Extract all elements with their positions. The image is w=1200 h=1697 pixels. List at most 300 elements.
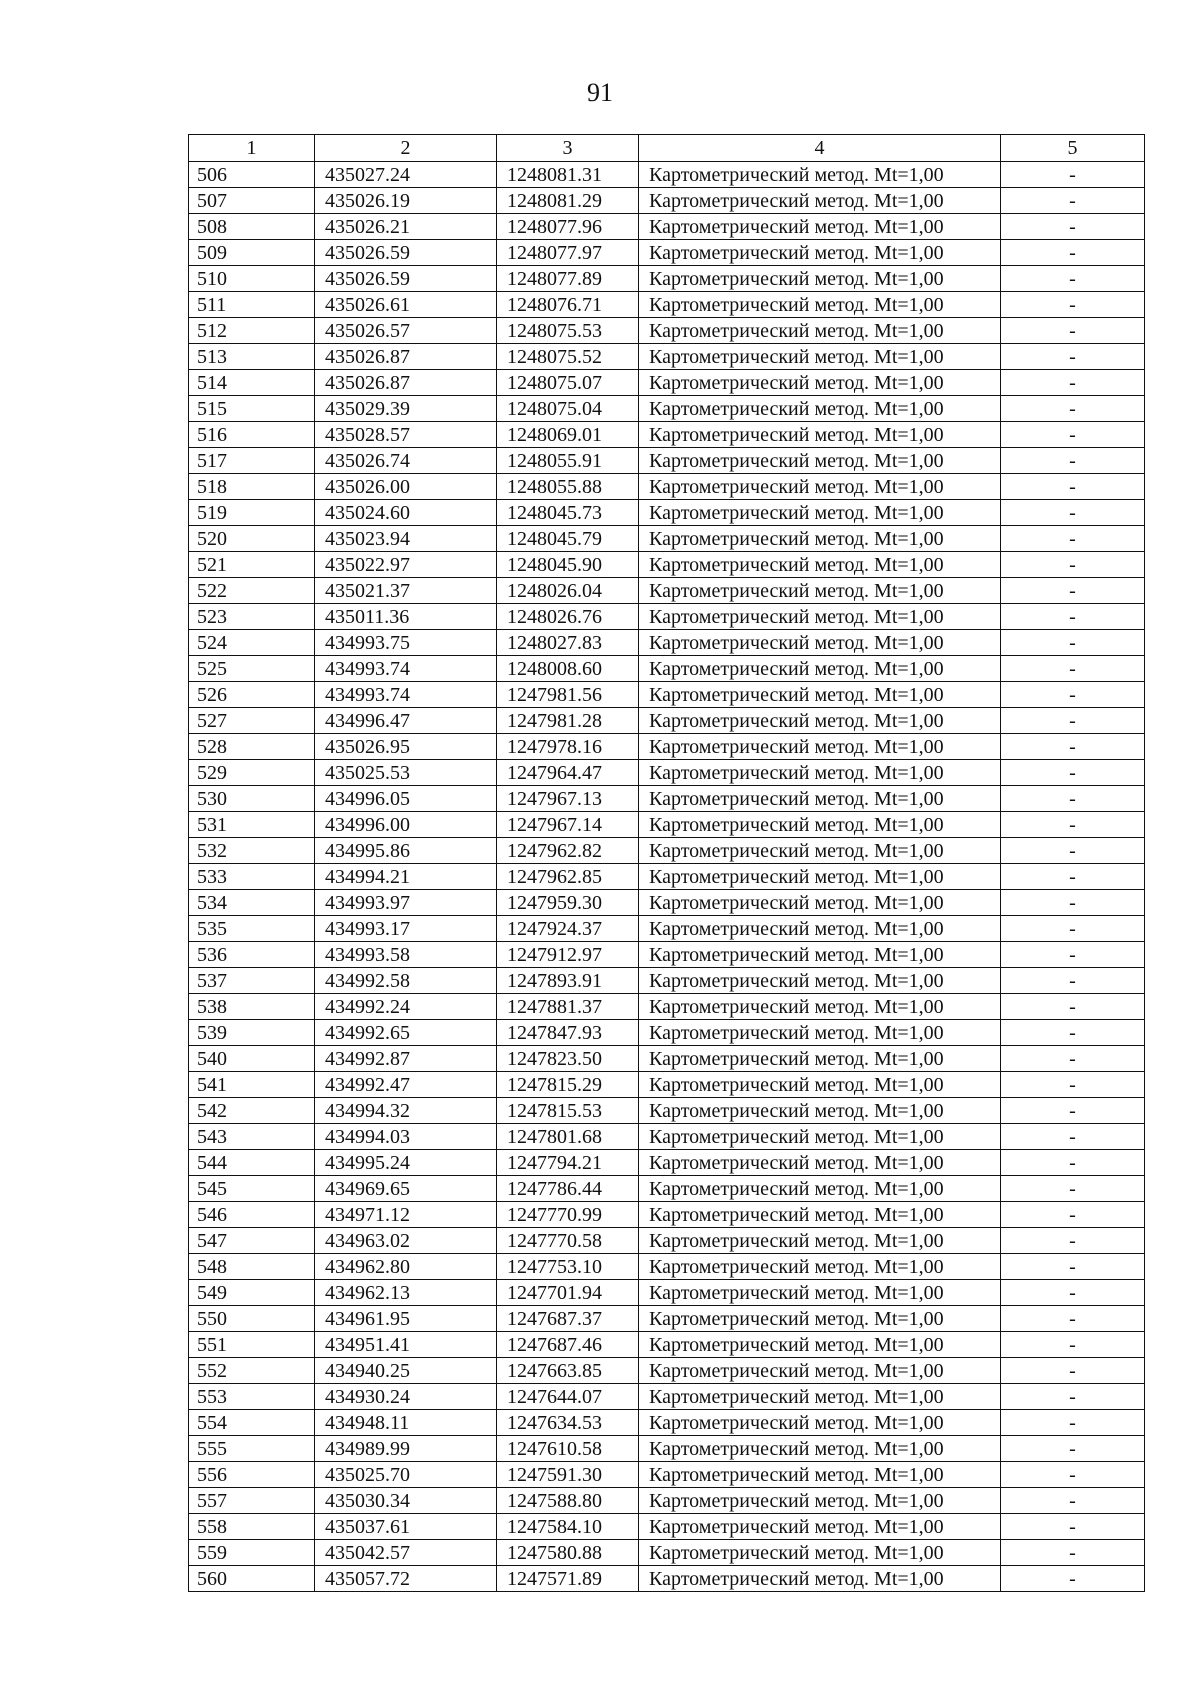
point-number-cell: 512 [189, 318, 315, 344]
method-cell: Картометрический метод. Mt=1,00 [639, 1358, 1001, 1384]
x-coordinate-cell: 434962.13 [315, 1280, 497, 1306]
point-number-cell: 516 [189, 422, 315, 448]
table-row [189, 890, 1145, 916]
method-cell: Картометрический метод. Mt=1,00 [639, 448, 1001, 474]
note-cell: - [1001, 162, 1145, 188]
table-row [189, 292, 1145, 318]
point-number-cell: 514 [189, 370, 315, 396]
x-coordinate-cell: 434992.24 [315, 994, 497, 1020]
table-row [189, 448, 1145, 474]
x-coordinate-cell: 434996.00 [315, 812, 497, 838]
table-row [189, 552, 1145, 578]
point-number-cell: 540 [189, 1046, 315, 1072]
table-row [189, 630, 1145, 656]
y-coordinate-cell: 1248055.91 [497, 448, 639, 474]
table-row [189, 1254, 1145, 1280]
table-row [189, 838, 1145, 864]
point-number-cell: 537 [189, 968, 315, 994]
method-cell: Картометрический метод. Mt=1,00 [639, 500, 1001, 526]
method-cell: Картометрический метод. Mt=1,00 [639, 968, 1001, 994]
note-cell: - [1001, 1098, 1145, 1124]
x-coordinate-cell: 434994.32 [315, 1098, 497, 1124]
y-coordinate-cell: 1248045.79 [497, 526, 639, 552]
header-cell-1: 1 [189, 135, 315, 162]
note-cell: - [1001, 1254, 1145, 1280]
table-row [189, 1384, 1145, 1410]
method-cell: Картометрический метод. Mt=1,00 [639, 708, 1001, 734]
table-body [189, 162, 1145, 1592]
method-cell: Картометрический метод. Mt=1,00 [639, 1410, 1001, 1436]
y-coordinate-cell: 1247962.82 [497, 838, 639, 864]
table-row [189, 1332, 1145, 1358]
x-coordinate-cell: 434963.02 [315, 1228, 497, 1254]
point-number-cell: 541 [189, 1072, 315, 1098]
note-cell: - [1001, 422, 1145, 448]
x-coordinate-cell: 435024.60 [315, 500, 497, 526]
coordinates-table [188, 134, 1145, 1592]
table-row [189, 812, 1145, 838]
table-row [189, 422, 1145, 448]
point-number-cell: 522 [189, 578, 315, 604]
method-cell: Картометрический метод. Mt=1,00 [639, 344, 1001, 370]
point-number-cell: 536 [189, 942, 315, 968]
point-number-cell: 549 [189, 1280, 315, 1306]
y-coordinate-cell: 1248077.89 [497, 266, 639, 292]
y-coordinate-cell: 1247978.16 [497, 734, 639, 760]
method-cell: Картометрический метод. Mt=1,00 [639, 1228, 1001, 1254]
header-row [189, 135, 1145, 162]
x-coordinate-cell: 435026.87 [315, 370, 497, 396]
x-coordinate-cell: 434930.24 [315, 1384, 497, 1410]
x-coordinate-cell: 434993.74 [315, 682, 497, 708]
point-number-cell: 506 [189, 162, 315, 188]
method-cell: Картометрический метод. Mt=1,00 [639, 994, 1001, 1020]
point-number-cell: 553 [189, 1384, 315, 1410]
note-cell: - [1001, 812, 1145, 838]
y-coordinate-cell: 1247634.53 [497, 1410, 639, 1436]
x-coordinate-cell: 434969.65 [315, 1176, 497, 1202]
y-coordinate-cell: 1247663.85 [497, 1358, 639, 1384]
note-cell: - [1001, 1046, 1145, 1072]
point-number-cell: 559 [189, 1540, 315, 1566]
method-cell: Картометрический метод. Mt=1,00 [639, 188, 1001, 214]
point-number-cell: 542 [189, 1098, 315, 1124]
y-coordinate-cell: 1247967.14 [497, 812, 639, 838]
note-cell: - [1001, 1410, 1145, 1436]
point-number-cell: 518 [189, 474, 315, 500]
method-cell: Картометрический метод. Mt=1,00 [639, 266, 1001, 292]
point-number-cell: 560 [189, 1566, 315, 1592]
method-cell: Картометрический метод. Mt=1,00 [639, 214, 1001, 240]
page-number: 91 [587, 78, 613, 107]
note-cell: - [1001, 474, 1145, 500]
note-cell: - [1001, 448, 1145, 474]
table-row [189, 1514, 1145, 1540]
point-number-cell: 510 [189, 266, 315, 292]
y-coordinate-cell: 1248081.29 [497, 188, 639, 214]
header-cell-3: 3 [497, 135, 639, 162]
y-coordinate-cell: 1247610.58 [497, 1436, 639, 1462]
table-row [189, 682, 1145, 708]
method-cell: Картометрический метод. Mt=1,00 [639, 1514, 1001, 1540]
point-number-cell: 525 [189, 656, 315, 682]
x-coordinate-cell: 434993.17 [315, 916, 497, 942]
x-coordinate-cell: 434992.47 [315, 1072, 497, 1098]
note-cell: - [1001, 1514, 1145, 1540]
header-cell-4: 4 [639, 135, 1001, 162]
point-number-cell: 543 [189, 1124, 315, 1150]
y-coordinate-cell: 1247644.07 [497, 1384, 639, 1410]
x-coordinate-cell: 434993.74 [315, 656, 497, 682]
x-coordinate-cell: 435025.70 [315, 1462, 497, 1488]
y-coordinate-cell: 1247924.37 [497, 916, 639, 942]
method-cell: Картометрический метод. Mt=1,00 [639, 240, 1001, 266]
point-number-cell: 521 [189, 552, 315, 578]
method-cell: Картометрический метод. Mt=1,00 [639, 1566, 1001, 1592]
y-coordinate-cell: 1247881.37 [497, 994, 639, 1020]
note-cell: - [1001, 916, 1145, 942]
table-row [189, 188, 1145, 214]
point-number-cell: 546 [189, 1202, 315, 1228]
y-coordinate-cell: 1247815.29 [497, 1072, 639, 1098]
table-row [189, 1176, 1145, 1202]
note-cell: - [1001, 656, 1145, 682]
x-coordinate-cell: 435026.59 [315, 266, 497, 292]
y-coordinate-cell: 1247847.93 [497, 1020, 639, 1046]
y-coordinate-cell: 1248027.83 [497, 630, 639, 656]
y-coordinate-cell: 1247588.80 [497, 1488, 639, 1514]
note-cell: - [1001, 864, 1145, 890]
table-row [189, 344, 1145, 370]
table-row [189, 162, 1145, 188]
x-coordinate-cell: 434971.12 [315, 1202, 497, 1228]
x-coordinate-cell: 435022.97 [315, 552, 497, 578]
y-coordinate-cell: 1248069.01 [497, 422, 639, 448]
y-coordinate-cell: 1247801.68 [497, 1124, 639, 1150]
method-cell: Картометрический метод. Mt=1,00 [639, 526, 1001, 552]
note-cell: - [1001, 942, 1145, 968]
y-coordinate-cell: 1248075.04 [497, 396, 639, 422]
table-row [189, 916, 1145, 942]
point-number-cell: 519 [189, 500, 315, 526]
y-coordinate-cell: 1247981.28 [497, 708, 639, 734]
method-cell: Картометрический метод. Mt=1,00 [639, 734, 1001, 760]
y-coordinate-cell: 1247815.53 [497, 1098, 639, 1124]
table-row [189, 1358, 1145, 1384]
table-row [189, 864, 1145, 890]
method-cell: Картометрический метод. Mt=1,00 [639, 1202, 1001, 1228]
table-row [189, 1488, 1145, 1514]
y-coordinate-cell: 1248008.60 [497, 656, 639, 682]
method-cell: Картометрический метод. Mt=1,00 [639, 578, 1001, 604]
y-coordinate-cell: 1248045.90 [497, 552, 639, 578]
x-coordinate-cell: 434951.41 [315, 1332, 497, 1358]
x-coordinate-cell: 435029.39 [315, 396, 497, 422]
y-coordinate-cell: 1248077.96 [497, 214, 639, 240]
method-cell: Картометрический метод. Mt=1,00 [639, 630, 1001, 656]
note-cell: - [1001, 1150, 1145, 1176]
point-number-cell: 513 [189, 344, 315, 370]
y-coordinate-cell: 1247786.44 [497, 1176, 639, 1202]
method-cell: Картометрический метод. Mt=1,00 [639, 916, 1001, 942]
point-number-cell: 557 [189, 1488, 315, 1514]
x-coordinate-cell: 435028.57 [315, 422, 497, 448]
x-coordinate-cell: 434996.05 [315, 786, 497, 812]
note-cell: - [1001, 630, 1145, 656]
x-coordinate-cell: 435025.53 [315, 760, 497, 786]
note-cell: - [1001, 266, 1145, 292]
x-coordinate-cell: 435021.37 [315, 578, 497, 604]
y-coordinate-cell: 1248081.31 [497, 162, 639, 188]
x-coordinate-cell: 434994.03 [315, 1124, 497, 1150]
method-cell: Картометрический метод. Mt=1,00 [639, 292, 1001, 318]
method-cell: Картометрический метод. Mt=1,00 [639, 370, 1001, 396]
table-row [189, 474, 1145, 500]
method-cell: Картометрический метод. Mt=1,00 [639, 1384, 1001, 1410]
header-cell-5: 5 [1001, 135, 1145, 162]
note-cell: - [1001, 760, 1145, 786]
point-number-cell: 527 [189, 708, 315, 734]
point-number-cell: 534 [189, 890, 315, 916]
method-cell: Картометрический метод. Mt=1,00 [639, 1020, 1001, 1046]
method-cell: Картометрический метод. Mt=1,00 [639, 1072, 1001, 1098]
y-coordinate-cell: 1247893.91 [497, 968, 639, 994]
table-row [189, 1020, 1145, 1046]
method-cell: Картометрический метод. Mt=1,00 [639, 552, 1001, 578]
point-number-cell: 523 [189, 604, 315, 630]
point-number-cell: 511 [189, 292, 315, 318]
method-cell: Картометрический метод. Mt=1,00 [639, 1436, 1001, 1462]
note-cell: - [1001, 1020, 1145, 1046]
table-row [189, 968, 1145, 994]
note-cell: - [1001, 1488, 1145, 1514]
point-number-cell: 535 [189, 916, 315, 942]
method-cell: Картометрический метод. Mt=1,00 [639, 162, 1001, 188]
method-cell: Картометрический метод. Mt=1,00 [639, 656, 1001, 682]
y-coordinate-cell: 1247794.21 [497, 1150, 639, 1176]
table-row [189, 656, 1145, 682]
x-coordinate-cell: 435057.72 [315, 1566, 497, 1592]
note-cell: - [1001, 526, 1145, 552]
y-coordinate-cell: 1248055.88 [497, 474, 639, 500]
point-number-cell: 508 [189, 214, 315, 240]
x-coordinate-cell: 435030.34 [315, 1488, 497, 1514]
method-cell: Картометрический метод. Mt=1,00 [639, 1124, 1001, 1150]
y-coordinate-cell: 1247823.50 [497, 1046, 639, 1072]
table-row [189, 760, 1145, 786]
x-coordinate-cell: 434992.58 [315, 968, 497, 994]
table-header [189, 135, 1145, 162]
y-coordinate-cell: 1247753.10 [497, 1254, 639, 1280]
x-coordinate-cell: 435026.21 [315, 214, 497, 240]
x-coordinate-cell: 435026.57 [315, 318, 497, 344]
method-cell: Картометрический метод. Mt=1,00 [639, 1150, 1001, 1176]
method-cell: Картометрический метод. Mt=1,00 [639, 1280, 1001, 1306]
point-number-cell: 555 [189, 1436, 315, 1462]
method-cell: Картометрический метод. Mt=1,00 [639, 864, 1001, 890]
point-number-cell: 552 [189, 1358, 315, 1384]
method-cell: Картометрический метод. Mt=1,00 [639, 318, 1001, 344]
note-cell: - [1001, 578, 1145, 604]
method-cell: Картометрический метод. Mt=1,00 [639, 838, 1001, 864]
x-coordinate-cell: 434993.75 [315, 630, 497, 656]
x-coordinate-cell: 435026.74 [315, 448, 497, 474]
y-coordinate-cell: 1247967.13 [497, 786, 639, 812]
table-row [189, 396, 1145, 422]
method-cell: Картометрический метод. Mt=1,00 [639, 604, 1001, 630]
point-number-cell: 538 [189, 994, 315, 1020]
y-coordinate-cell: 1247770.99 [497, 1202, 639, 1228]
point-number-cell: 545 [189, 1176, 315, 1202]
note-cell: - [1001, 370, 1145, 396]
table-row [189, 734, 1145, 760]
note-cell: - [1001, 396, 1145, 422]
method-cell: Картометрический метод. Mt=1,00 [639, 942, 1001, 968]
note-cell: - [1001, 1540, 1145, 1566]
note-cell: - [1001, 1384, 1145, 1410]
note-cell: - [1001, 1202, 1145, 1228]
y-coordinate-cell: 1247962.85 [497, 864, 639, 890]
note-cell: - [1001, 552, 1145, 578]
x-coordinate-cell: 434995.86 [315, 838, 497, 864]
table-row [189, 1410, 1145, 1436]
point-number-cell: 520 [189, 526, 315, 552]
x-coordinate-cell: 435026.00 [315, 474, 497, 500]
y-coordinate-cell: 1248045.73 [497, 500, 639, 526]
note-cell: - [1001, 1176, 1145, 1202]
y-coordinate-cell: 1247912.97 [497, 942, 639, 968]
x-coordinate-cell: 434992.65 [315, 1020, 497, 1046]
point-number-cell: 554 [189, 1410, 315, 1436]
x-coordinate-cell: 435042.57 [315, 1540, 497, 1566]
method-cell: Картометрический метод. Mt=1,00 [639, 1254, 1001, 1280]
table-row [189, 1202, 1145, 1228]
x-coordinate-cell: 435026.19 [315, 188, 497, 214]
note-cell: - [1001, 1436, 1145, 1462]
table-row [189, 1228, 1145, 1254]
y-coordinate-cell: 1248075.52 [497, 344, 639, 370]
x-coordinate-cell: 435026.95 [315, 734, 497, 760]
note-cell: - [1001, 1124, 1145, 1150]
note-cell: - [1001, 1280, 1145, 1306]
note-cell: - [1001, 1072, 1145, 1098]
y-coordinate-cell: 1247580.88 [497, 1540, 639, 1566]
table-row [189, 604, 1145, 630]
x-coordinate-cell: 435026.59 [315, 240, 497, 266]
note-cell: - [1001, 1358, 1145, 1384]
note-cell: - [1001, 994, 1145, 1020]
y-coordinate-cell: 1248076.71 [497, 292, 639, 318]
note-cell: - [1001, 188, 1145, 214]
point-number-cell: 524 [189, 630, 315, 656]
method-cell: Картометрический метод. Mt=1,00 [639, 1462, 1001, 1488]
method-cell: Картометрический метод. Mt=1,00 [639, 786, 1001, 812]
method-cell: Картометрический метод. Mt=1,00 [639, 1540, 1001, 1566]
x-coordinate-cell: 435023.94 [315, 526, 497, 552]
table-row [189, 1150, 1145, 1176]
method-cell: Картометрический метод. Mt=1,00 [639, 1176, 1001, 1202]
x-coordinate-cell: 434996.47 [315, 708, 497, 734]
note-cell: - [1001, 214, 1145, 240]
table-row [189, 1280, 1145, 1306]
y-coordinate-cell: 1248026.76 [497, 604, 639, 630]
note-cell: - [1001, 786, 1145, 812]
note-cell: - [1001, 890, 1145, 916]
x-coordinate-cell: 434995.24 [315, 1150, 497, 1176]
point-number-cell: 558 [189, 1514, 315, 1540]
note-cell: - [1001, 344, 1145, 370]
x-coordinate-cell: 434994.21 [315, 864, 497, 890]
point-number-cell: 517 [189, 448, 315, 474]
point-number-cell: 515 [189, 396, 315, 422]
point-number-cell: 532 [189, 838, 315, 864]
table-row [189, 786, 1145, 812]
table-row [189, 526, 1145, 552]
note-cell: - [1001, 838, 1145, 864]
x-coordinate-cell: 434948.11 [315, 1410, 497, 1436]
table-row [189, 1462, 1145, 1488]
header-cell-2: 2 [315, 135, 497, 162]
point-number-cell: 547 [189, 1228, 315, 1254]
x-coordinate-cell: 435037.61 [315, 1514, 497, 1540]
note-cell: - [1001, 682, 1145, 708]
note-cell: - [1001, 708, 1145, 734]
table-row [189, 1046, 1145, 1072]
method-cell: Картометрический метод. Mt=1,00 [639, 1306, 1001, 1332]
table-row [189, 994, 1145, 1020]
x-coordinate-cell: 434993.58 [315, 942, 497, 968]
point-number-cell: 530 [189, 786, 315, 812]
table-row [189, 1306, 1145, 1332]
y-coordinate-cell: 1247571.89 [497, 1566, 639, 1592]
method-cell: Картометрический метод. Mt=1,00 [639, 422, 1001, 448]
point-number-cell: 509 [189, 240, 315, 266]
table-row [189, 1072, 1145, 1098]
note-cell: - [1001, 734, 1145, 760]
point-number-cell: 529 [189, 760, 315, 786]
note-cell: - [1001, 318, 1145, 344]
method-cell: Картометрический метод. Mt=1,00 [639, 1332, 1001, 1358]
point-number-cell: 548 [189, 1254, 315, 1280]
table-row [189, 1566, 1145, 1592]
x-coordinate-cell: 434961.95 [315, 1306, 497, 1332]
method-cell: Картометрический метод. Mt=1,00 [639, 1098, 1001, 1124]
x-coordinate-cell: 434940.25 [315, 1358, 497, 1384]
table-row [189, 214, 1145, 240]
y-coordinate-cell: 1248026.04 [497, 578, 639, 604]
x-coordinate-cell: 434993.97 [315, 890, 497, 916]
x-coordinate-cell: 435011.36 [315, 604, 497, 630]
note-cell: - [1001, 1228, 1145, 1254]
table-row [189, 240, 1145, 266]
point-number-cell: 544 [189, 1150, 315, 1176]
method-cell: Картометрический метод. Mt=1,00 [639, 474, 1001, 500]
y-coordinate-cell: 1247687.37 [497, 1306, 639, 1332]
point-number-cell: 539 [189, 1020, 315, 1046]
table-row [189, 1436, 1145, 1462]
note-cell: - [1001, 968, 1145, 994]
x-coordinate-cell: 435027.24 [315, 162, 497, 188]
y-coordinate-cell: 1247687.46 [497, 1332, 639, 1358]
note-cell: - [1001, 604, 1145, 630]
point-number-cell: 531 [189, 812, 315, 838]
method-cell: Картометрический метод. Mt=1,00 [639, 1488, 1001, 1514]
note-cell: - [1001, 1332, 1145, 1358]
table-row [189, 1540, 1145, 1566]
method-cell: Картометрический метод. Mt=1,00 [639, 890, 1001, 916]
table-row [189, 266, 1145, 292]
y-coordinate-cell: 1247701.94 [497, 1280, 639, 1306]
